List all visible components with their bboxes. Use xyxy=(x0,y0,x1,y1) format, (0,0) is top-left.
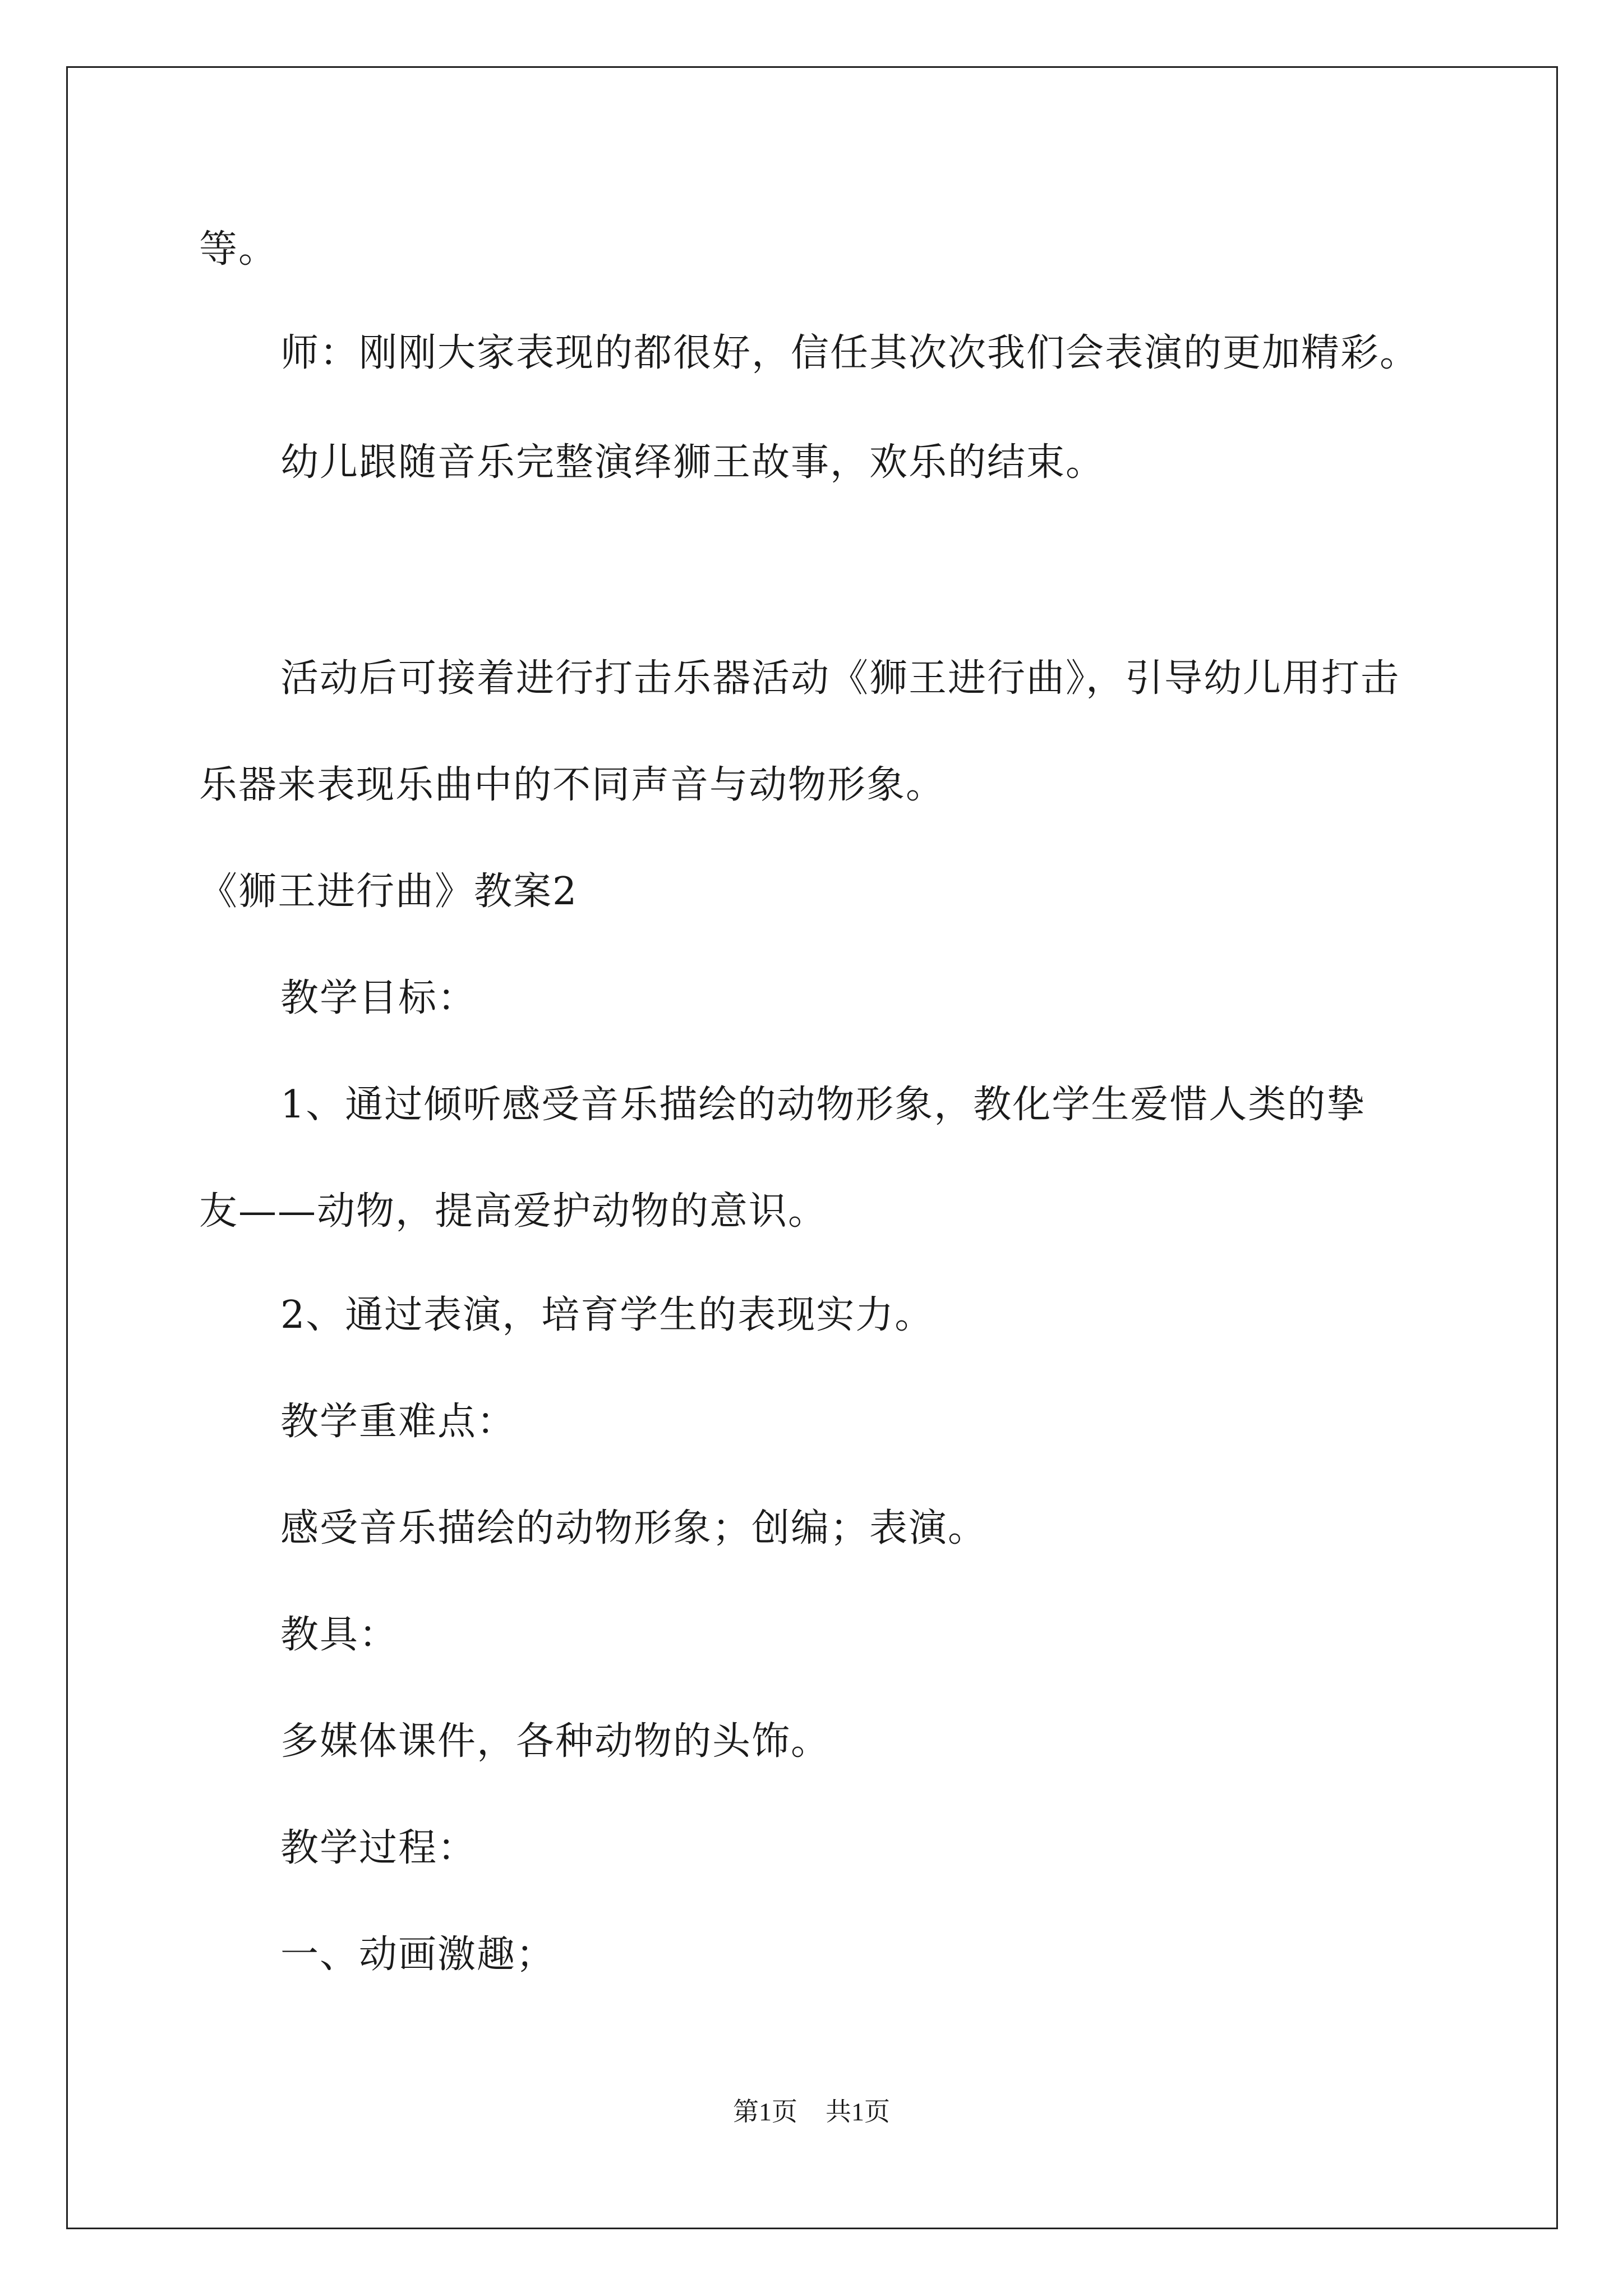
text-line-teacher: 师：刚刚大家表现的都很好，信任其次次我们会表演的更加精彩。 xyxy=(280,331,1419,375)
text-line-activity: 活动后可接着进行打击乐器活动《狮王进行曲》，引导幼儿用打击 xyxy=(280,656,1400,701)
text-line-children: 幼儿跟随音乐完整演绎狮王故事，欢乐的结束。 xyxy=(280,440,1105,485)
text-line-objective-1-cont: 友——动物，提高爱护动物的意识。 xyxy=(199,1189,828,1234)
heading-process: 教学过程： xyxy=(280,1826,477,1870)
heading-objectives: 教学目标： xyxy=(280,976,477,1020)
text-line-objective-2: 2、通过表演，培育学生的表现实力。 xyxy=(280,1293,934,1337)
heading-key-points: 教学重难点： xyxy=(280,1400,517,1444)
text-line-activity-cont: 乐器来表现乐曲中的不同声音与动物形象。 xyxy=(199,763,946,807)
page-footer xyxy=(0,2095,1623,2129)
text-line-teaching-aids: 多媒体课件，各种动物的头饰。 xyxy=(280,1719,831,1764)
page-number-current: 第1页 xyxy=(733,2097,797,2126)
text-line-continuation: 等。 xyxy=(199,227,278,272)
text-line-objective-1: 1、通过倾听感受音乐描绘的动物形象，教化学生爱惜人类的挚 xyxy=(280,1083,1366,1127)
text-line-key-points: 感受音乐描绘的动物形象；创编；表演。 xyxy=(280,1506,988,1550)
text-line-step-1: 一、动画激趣； xyxy=(280,1932,556,1977)
page-border xyxy=(66,66,1558,2229)
heading-teaching-aids: 教具： xyxy=(280,1613,399,1657)
section-title: 《狮王进行曲》教案2 xyxy=(199,869,578,914)
page-number-total: 共1页 xyxy=(826,2097,890,2126)
